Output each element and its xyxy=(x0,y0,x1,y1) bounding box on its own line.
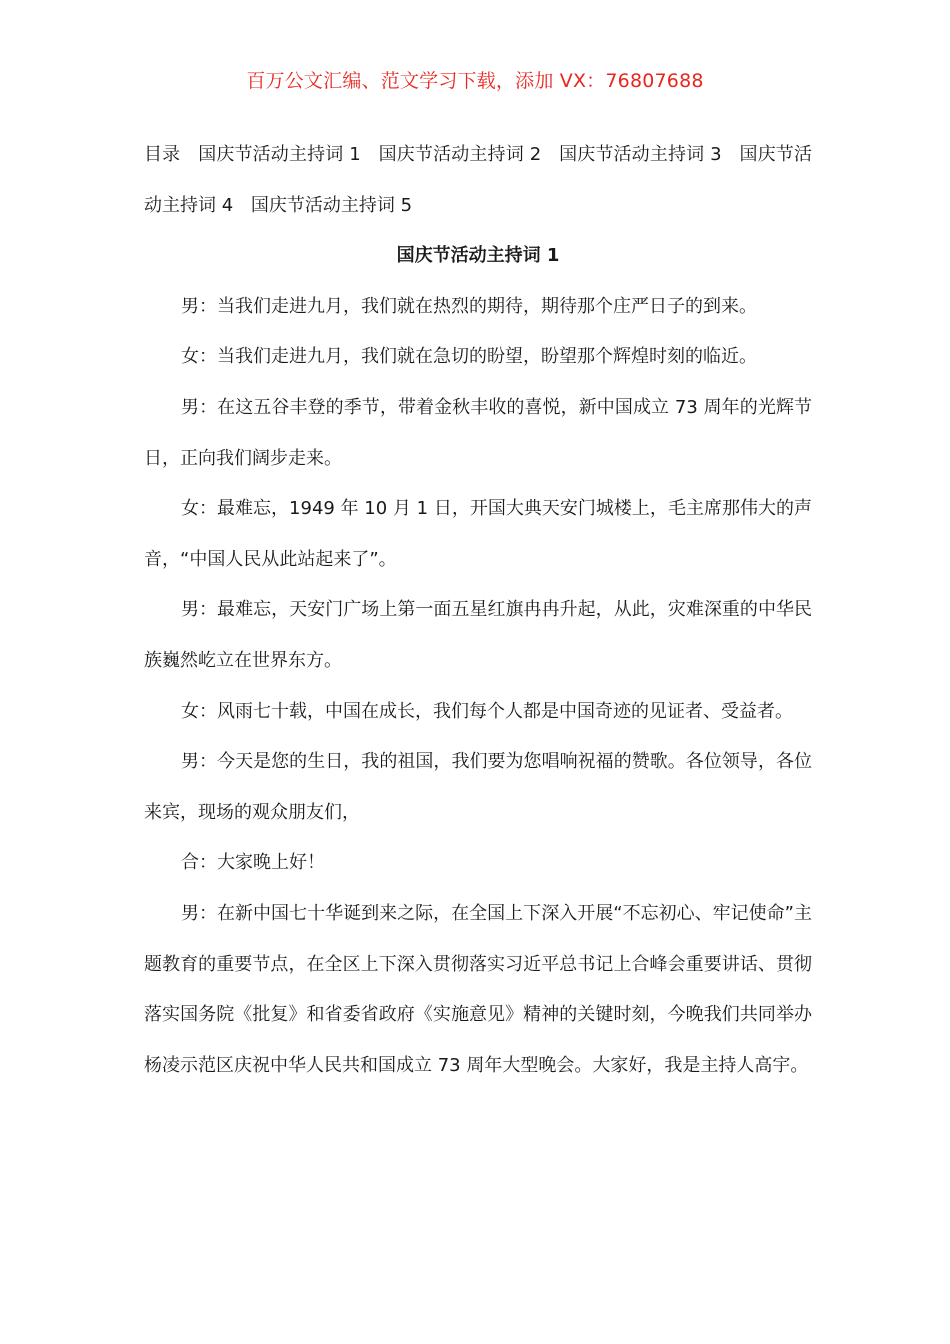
toc-item-4: 国庆节活动主持词 4 xyxy=(144,144,812,216)
toc-label: 目录 xyxy=(144,144,181,165)
paragraph-6: 女：风雨七十载，中国在成长，我们每个人都是中国奇迹的见证者、受益者。 xyxy=(181,700,793,722)
toc-item-1: 国庆节活动主持词 1 xyxy=(198,144,361,165)
section-title: 国庆节活动主持词 1 xyxy=(396,245,560,267)
paragraph-9: 男：在新中国七十华诞到来之际，在全国上下深入开展“不忘初心、牢记使命”主题教育的重要节点，在全区上下深入贯彻落实习近平总书记上合峰会重要讲话、贯彻落实国务院《批复》和省委省政府《实施意见》精神的关键时刻，今晚我们共同举办杨凌示范区庆祝中华人民共和国成立 73 周年大型晚会。大家好，我是主持人高宇。 xyxy=(144,902,812,1076)
promo-banner: 百万公文汇编、范文学习下载，添加 VX：76807688 xyxy=(246,70,704,92)
toc-item-5: 国庆节活动主持词 5 xyxy=(250,194,413,216)
paragraph-8: 合：大家晚上好！ xyxy=(181,852,325,874)
paragraph-3: 男：在这五谷丰登的季节，带着金秋丰收的喜悦，新中国成立 73 周年的光辉节日，正向我们阔步走来。 xyxy=(144,396,812,469)
table-of-contents xyxy=(144,130,812,231)
paragraph-2: 女：当我们走进九月，我们就在急切的盼望，盼望那个辉煌时刻的临近。 xyxy=(181,346,757,368)
paragraph-7: 男：今天是您的生日，我的祖国，我们要为您唱响祝福的赞歌。各位领导，各位来宾，现场的观众朋友们， xyxy=(144,751,812,823)
paragraph-5: 男：最难忘，天安门广场上第一面五星红旗冉冉升起，从此，灾难深重的中华民族巍然屹立在世界东方。 xyxy=(144,599,812,671)
document-body xyxy=(144,130,812,1091)
paragraph-4: 女：最难忘，1949 年 10 月 1 日，开国大典天安门城楼上，毛主席那伟大的声音，“中国人民从此站起来了”。 xyxy=(144,498,812,570)
toc-item-2: 国庆节活动主持词 2 xyxy=(378,144,542,165)
paragraph-1: 男：当我们走进九月，我们就在热烈的期待，期待那个庄严日子的到来。 xyxy=(181,295,757,317)
toc-item-3: 国庆节活动主持词 3 xyxy=(559,144,722,165)
